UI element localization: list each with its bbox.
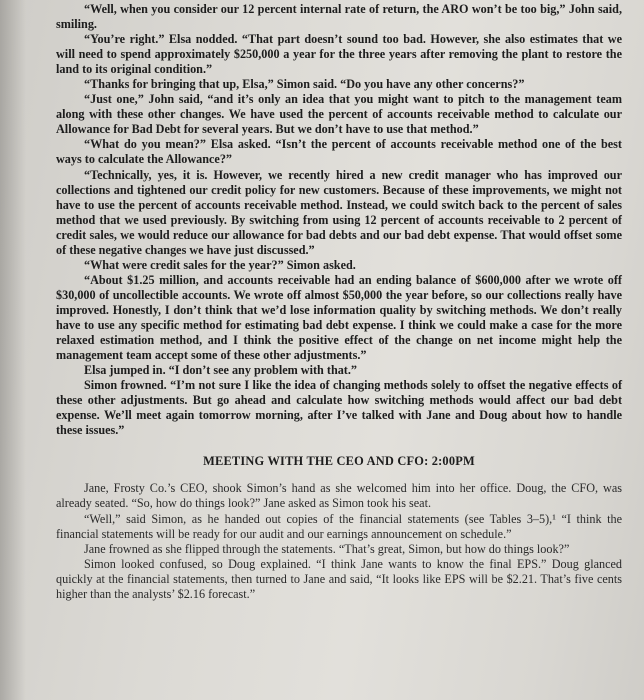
paragraph: “What were credit sales for the year?” Simon asked. xyxy=(84,257,356,272)
paragraph: “Well,” said Simon, as he handed out copies of the financial statements (see Tables 3–5),¹ “I think the financial statements will be ready for our audit and our earnings announcement on schedule.” xyxy=(56,511,622,541)
paragraph: Jane frowned as she flipped through the statements. “That’s great, Simon, but how do things look?” xyxy=(84,541,570,556)
paragraph: “What do you mean?” Elsa asked. “Isn’t the percent of accounts receivable method one of the best ways to calculate the Allowance?” xyxy=(56,137,622,167)
section-heading: MEETING WITH THE CEO AND CFO: 2:00PM xyxy=(203,454,475,469)
paragraph: Elsa jumped in. “I don’t see any problem with that.” xyxy=(84,363,358,378)
page-binding-shadow xyxy=(0,0,26,700)
case-dialogue-section xyxy=(56,2,622,438)
meeting-section xyxy=(56,481,622,601)
paragraph: Simon frowned. “I’m not sure I like the idea of changing methods solely to offset the negative effects of these other adjustments. But go ahead and calculate how switching methods would affect our bad debt expense. We’ll meet again tomorrow morning, after I’ve talked with Jane and Doug about how to handle these issues.” xyxy=(56,378,622,438)
paragraph: “Technically, yes, it is. However, we recently hired a new credit manager who has improved our collections and tightened our credit policy for new customers. Because of these improvements, we might not have to use the percent of accounts receivable method. Instead, we could switch back to the percent of sales method that we used previously. By switching from using 12 percent of accounts receivable to 2 percent of credit sales, we would reduce our allowance for bad debts and our bad debt expense. That would offset some of these negative changes we have just discussed.” xyxy=(56,167,622,257)
paragraph: “Well, when you consider our 12 percent internal rate of return, the ARO won’t be too big,” John said, smiling. xyxy=(56,2,622,32)
paragraph: Simon looked confused, so Doug explained. “I think Jane wants to know the final EPS.” Doug glanced quickly at the financial statements, then turned to Jane and said, “It looks like EPS will be $2.21. That’s five cents higher than the analysts’ $2.16 forecast.” xyxy=(56,556,622,601)
paragraph: “Thanks for bringing that up, Elsa,” Simon said. “Do you have any other concerns?” xyxy=(84,77,525,92)
paragraph: “Just one,” John said, “and it’s only an idea that you might want to pitch to the management team along with these other changes. We have used the percent of accounts receivable method to calculate our Allowance for Bad Debt for several years. But we don’t have to use that method.” xyxy=(56,92,622,137)
paragraph: Jane, Frosty Co.’s CEO, shook Simon’s hand as she welcomed him into her office. Doug, the CFO, was already seated. “So, how do things look?” Jane asked as Simon took his seat. xyxy=(56,481,622,511)
paragraph: “About $1.25 million, and accounts receivable had an ending balance of $600,000 after we wrote off $30,000 of uncollectible accounts. We wrote off almost $50,000 the year before, so our collections really have improved. Honestly, I don’t think that we’d lose information quality by switching methods. We don’t really have to use any specific method for estimating bad debt expense. I think we could make a case for the more relaxed estimation method, and I think the positive effect of the change on net income might help the management team accept some of these other adjustments.” xyxy=(56,272,622,363)
paragraph: “You’re right.” Elsa nodded. “That part doesn’t sound too bad. However, she also estimates that we will need to spend approximately $250,000 a year for the three years after removing the plant to restore the land to its original condition.” xyxy=(56,32,622,77)
